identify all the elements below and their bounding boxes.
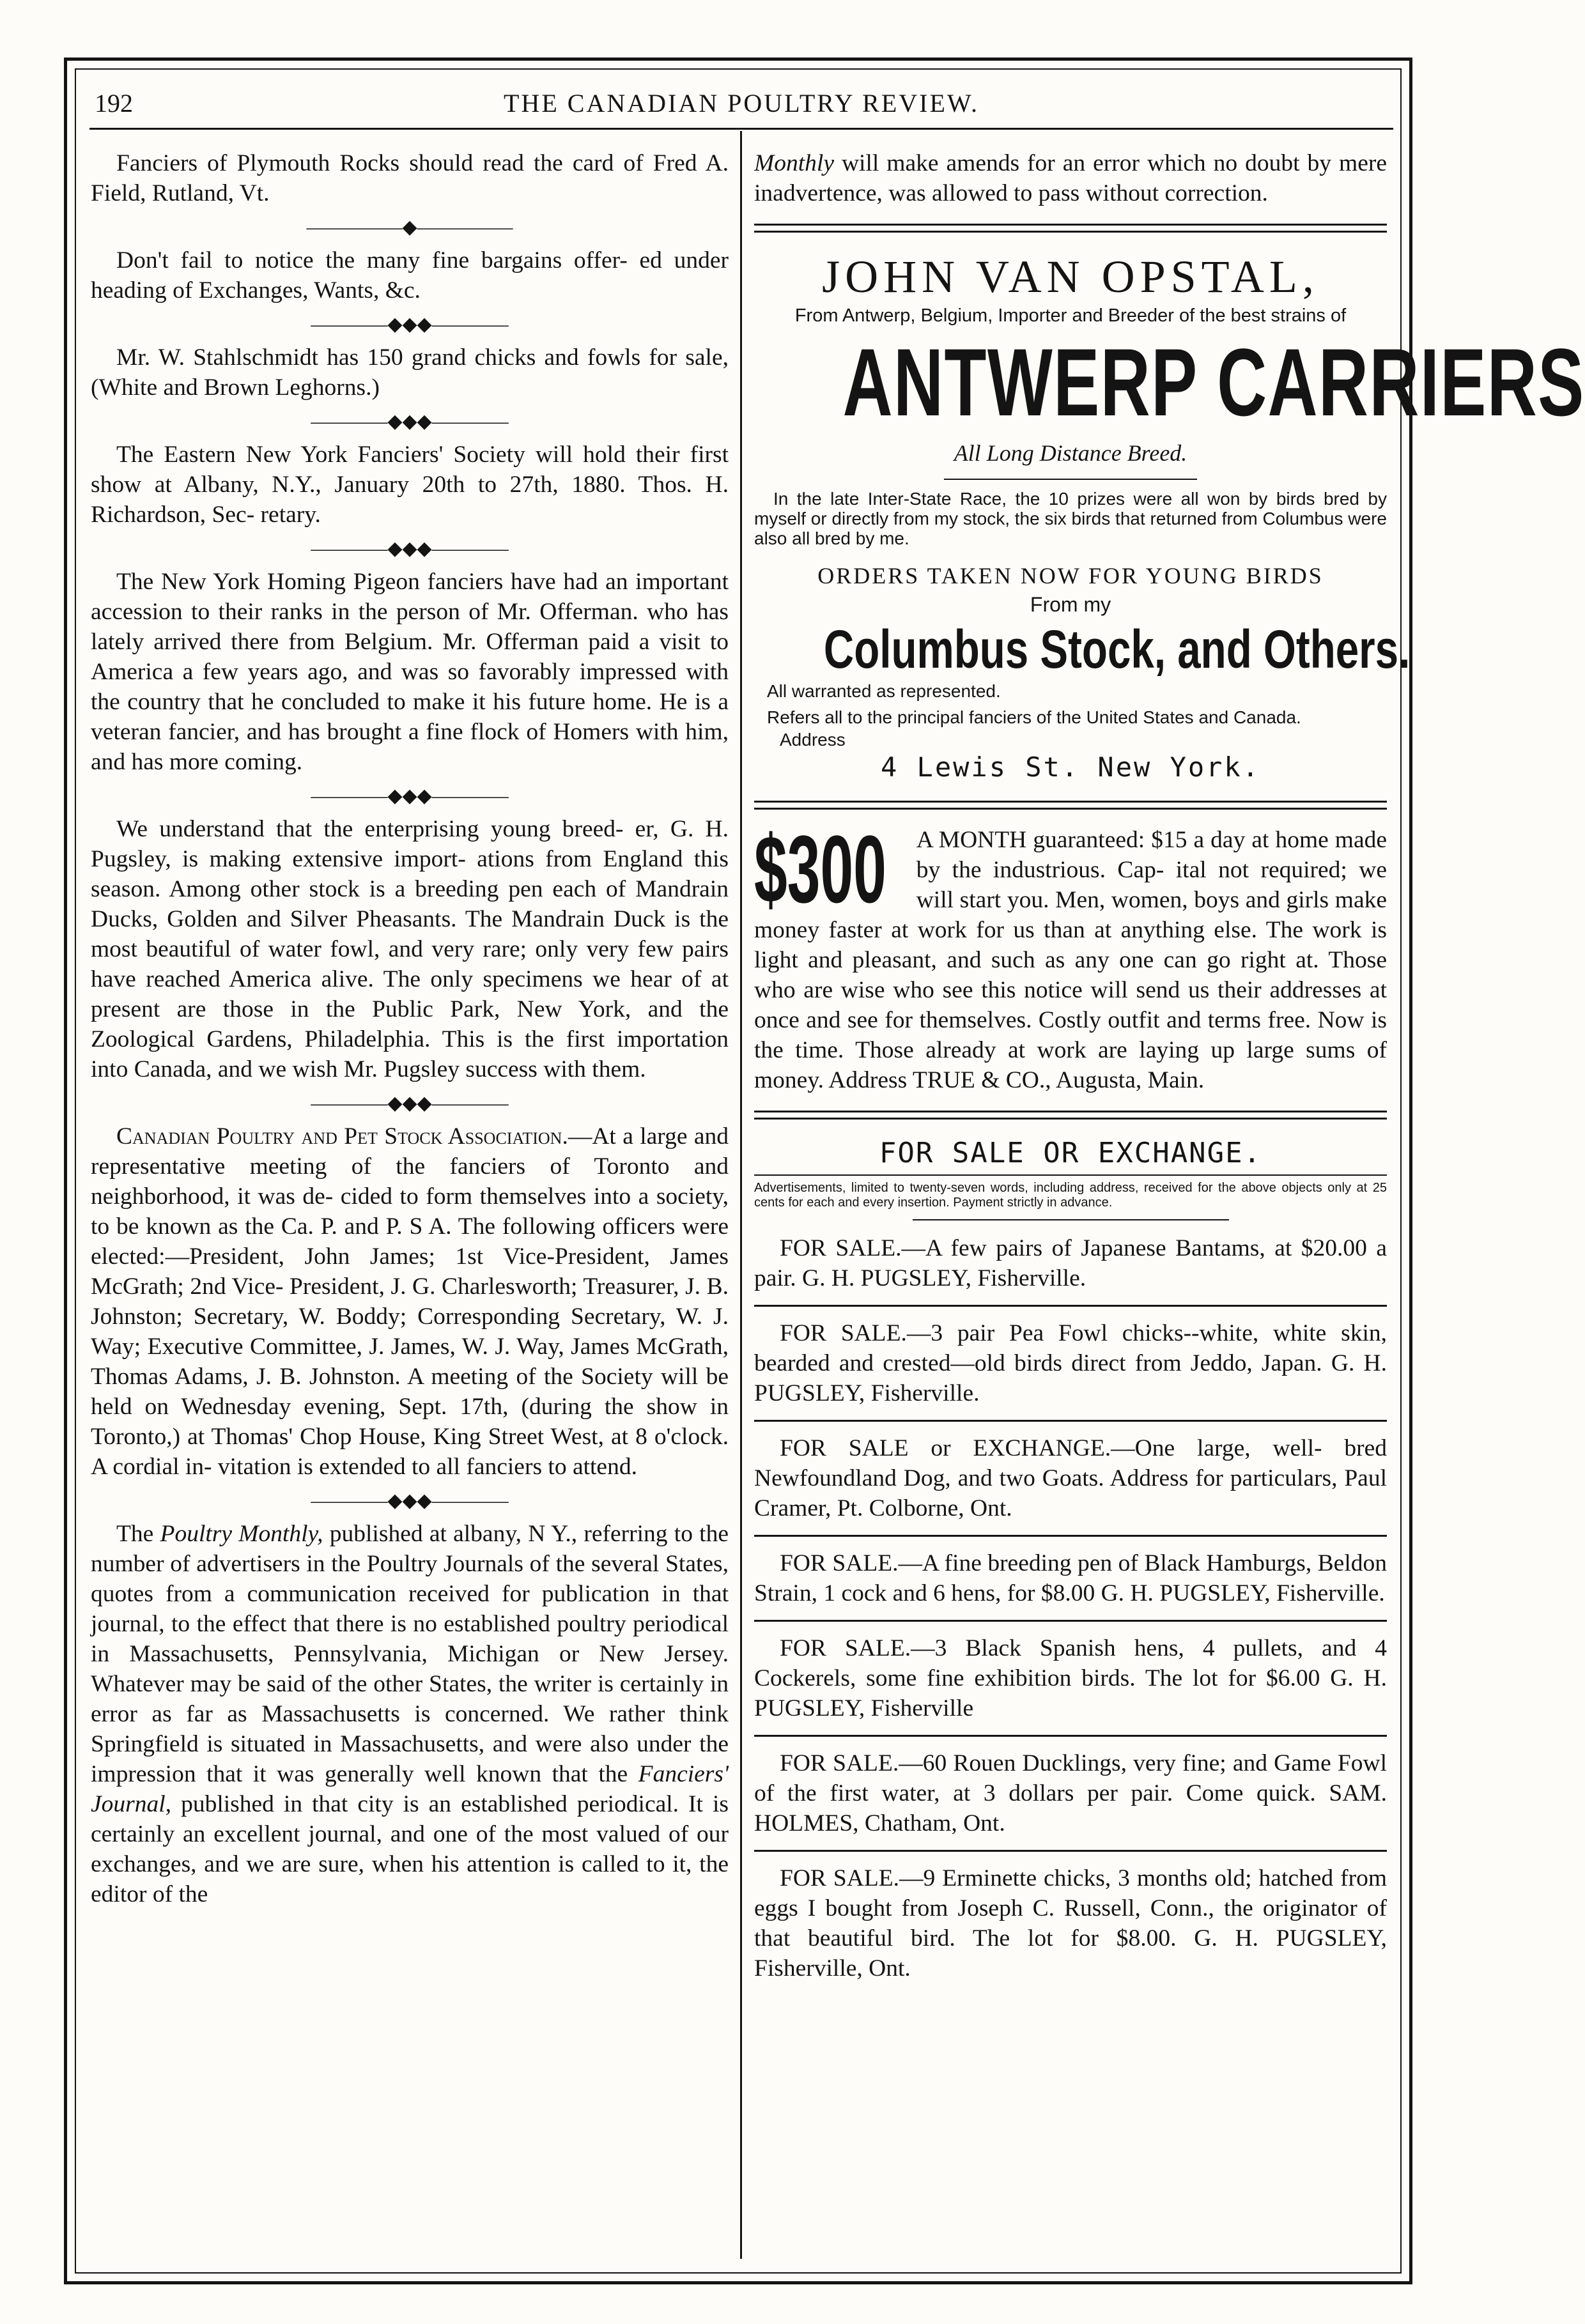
classified-text: FOR SALE or EXCHANGE.—One large, well- bred Newfoundland Dog, and two Goats. Address for particulars, Paul Cramer, Pt. Colborne, Ont. [754,1435,1387,1521]
separator: ————◆◆◆———— [311,314,509,335]
classified-ad [754,1857,1387,1990]
double-rule [754,224,1387,233]
separator: ————◆◆◆———— [311,538,509,559]
classified-text: FOR SALE.—60 Rouen Ducklings, very fine; and Game Fowl of the first water, at 3 dollars per pair. Come quick. SAM. HOLMES, Chatham, Ont. [754,1750,1387,1836]
association-body: —At a large and representative meeting of the fanciers of Toronto and neighborhood, it was de- cided to form themselves into a society, to be known as the Ca. P. and P. S A. The following officers were elected:—President, John James; 1st Vice-President, James McGrath; 2nd Vice- President, J. G. Charlesworth; Treasurer, J. B. Johnston; Secretary, W. Boddy; Corresponding Secretary, W. J. Way; Executive Committee, J. James, W. J. Way, James McGrath, Thomas Adams, J. B. Johnston. A meeting of the Society will be held on Wednesday evening, Sept. 17th, (during the show in Toronto,) at Thomas' Chop House, King Street West, at 8 o'clock. A cordial in- vitation is extended to all fanciers to attend. [91,1123,729,1480]
rule [754,1620,1387,1622]
separator: —————◆————— [306,217,513,238]
classified-text: FOR SALE.—3 Black Spanish hens, 4 pullets, and 4 Cockerels, some fine exhibition birds. The lot for $6.00 G. H. PUGSLEY, Fisherville [754,1635,1387,1721]
text-run: will make amends for an error which no doubt by mere inadvertence, was allowed to pass without correction. [754,150,1387,206]
separator: ————◆◆◆———— [311,1490,509,1511]
article-homing-pigeon: The New York Homing Pigeon fanciers have had an important accession to their ranks in the person of Mr. Offerman. who has lately arrived there from Belgium. Mr. Offerman paid a visit to America a few years ago, and was so favorably impressed with the country that he concluded to make it his future home. He is a veteran fancier, and has brought a fine flock of Homers with him, and has more coming. [91,569,729,775]
article-canadian-association [91,1121,729,1482]
ad-address: 4 Lewis St. New York. [880,751,1260,783]
ad-tagline: All Long Distance Breed. [954,440,1187,466]
journal-title: THE CANADIAN POULTRY REVIEW. [504,89,979,118]
article-continuation [754,148,1387,208]
classified-ad [754,1312,1387,1415]
ad-300-dollars [754,815,1387,1095]
ad-headline: ANTWERP CARRIERS [842,328,1585,436]
section-heading-for-sale: FOR SALE OR EXCHANGE. [879,1137,1262,1169]
classified-text: FOR SALE.—9 Erminette chicks, 3 months old; hatched from eggs I bought from Joseph C. Russell, Conn., the originator of that beautiful bird. The lot for $8.00. G. H. PUGSLEY, Fisherville, Ont. [754,1865,1387,1982]
rule [754,1174,1387,1176]
separator: ————◆◆◆———— [311,411,509,432]
classified-ad [754,1627,1387,1730]
ad-race-text: In the late Inter-State Race, the 10 prizes were all won by birds bred by myself or directly from my stock, the six birds that returned from Columbus were also all bred by me. [754,489,1387,548]
italic-title: Fanciers' Journal, [91,1761,729,1817]
ad-amount: $300 [754,815,886,923]
double-rule [754,801,1387,810]
advertiser-subtitle: From Antwerp, Belgium, Importer and Breeder of the best strains of [794,305,1347,326]
ad-van-opstal [754,248,1585,785]
ad-columbus: Columbus Stock, and Others. [823,619,1411,679]
rule [754,1850,1387,1852]
rule [754,1420,1387,1422]
page-header [89,83,1393,130]
ad-from-my: From my [1030,593,1111,616]
short-rule [944,479,1197,480]
ad-orders: ORDERS TAKEN NOW FOR YOUNG BIRDS [817,563,1324,589]
rule [754,1305,1387,1307]
page-number: 192 [95,89,133,118]
rule [754,1735,1387,1737]
short-rule [913,1219,1229,1220]
notice-bargains: Don't fail to notice the many fine bargains offer- ed under heading of Exchanges, Wants, &c. [91,247,729,304]
italic-title: Monthly [754,150,834,176]
notice-plymouth-rocks: Fanciers of Plymouth Rocks should read the card of Fred A. Field, Rutland, Vt. [91,150,729,206]
text-run: The [116,1521,160,1547]
for-sale-terms: Advertisements, limited to twenty-seven words, including address, received for the above objects only at 25 cents for each and every insertion. Payment strictly in advance. [754,1181,1387,1210]
article-poultry-monthly [91,1519,729,1909]
ad-warranted: All warranted as represented. [767,681,1001,701]
text-run: published at albany, N Y., referring to the number of advertisers in the Poultry Journals of the several States, quotes from a communication received for publication in that journal, to the effect that there is no established poultry periodical in Massachusetts, Pennsylvania, Michigan or New Jersey. Whatever may be said of the other States, the writer is certainly in error as far as Massachusetts is concerned. We rather think Springfield is situated in Massachusetts, and were also under the impression that it was generally well known that the [91,1521,729,1787]
column-divider [740,131,742,2259]
association-heading: Canadian Poultry and Pet Stock Association. [116,1123,568,1150]
ad-address-label: Address [780,730,846,750]
classified-ad [754,1227,1387,1300]
italic-title: Poultry Monthly, [160,1521,323,1547]
advertiser-name: JOHN VAN OPSTAL, [822,251,1319,302]
separator: ————◆◆◆———— [311,785,509,806]
classified-ad [754,1427,1387,1530]
notice-stahlschmidt: Mr. W. Stahlschmidt has 150 grand chicks and fowls for sale, (White and Brown Leghorns.) [91,344,729,401]
text-run: published in that city is an established periodical. It is certainly an excellent journal, and one of the most valued of our exchanges, and we are sure, when his attention is called to it, the editor of the [91,1791,729,1907]
left-column [91,148,729,1909]
double-rule [754,1111,1387,1120]
ad-300-text: A MONTH guaranteed: $15 a day at home made by the industrious. Cap- ital not required; we will start you. Men, women, boys and girls make money faster at work for us than at anything else. The work is light and pleasant, and such as any one can go right at. Those who are wise who see this notice will send us their addresses at once and see for themselves. Costly outfit and terms free. Now is the time. Those already at work are laying up large sums of money. Address TRUE & CO., Augusta, Main. [754,827,1387,1093]
classified-text: FOR SALE.—A fine breeding pen of Black Hamburgs, Beldon Strain, 1 cock and 6 hens, for $8.00 G. H. PUGSLEY, Fisherville. [754,1550,1387,1606]
ad-refers: Refers all to the principal fanciers of the United States and Canada. [767,707,1301,727]
rule [754,1535,1387,1537]
classified-ad [754,1542,1387,1615]
classified-text: FOR SALE.—3 pair Pea Fowl chicks--white, white skin, bearded and crested—old birds direct from Jeddo, Japan. G. H. PUGSLEY, Fisherville. [754,1320,1387,1406]
classified-ad [754,1742,1387,1845]
separator: ————◆◆◆———— [311,1093,509,1114]
right-column [754,148,1585,1990]
notice-eastern-ny-society: The Eastern New York Fanciers' Society will hold their first show at Albany, N.Y., January 20th to 27th, 1880. Thos. H. Richardson, Sec- retary. [91,442,729,528]
article-pugsley-importations: We understand that the enterprising young breed- er, G. H. Pugsley, is making extensive import- ations from England this season. Among other stock is a breeding pen each of Mandrain Ducks, Golden and Silver Pheasants. The Mandrain Duck is the most beautiful of water fowl, and very rare; only very few pairs have reached America alive. The only specimens we hear of at present are those in the Public Park, New York, and the Zoological Gardens, Philadelphia. This is the first importation into Canada, and we wish Mr. Pugsley success with them. [91,816,729,1082]
classified-text: FOR SALE.—A few pairs of Japanese Bantams, at $20.00 a pair. G. H. PUGSLEY, Fisherville. [754,1235,1387,1291]
